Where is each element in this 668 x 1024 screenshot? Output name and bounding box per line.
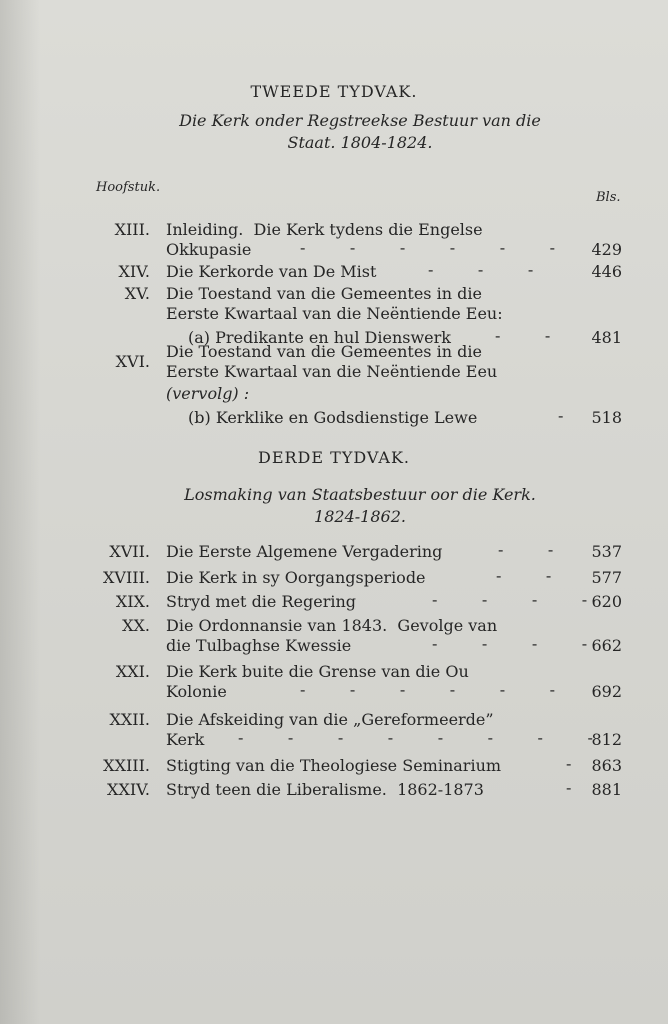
chapter-title: Kolonie — [166, 682, 227, 701]
chapter-number: XVII. — [109, 542, 150, 561]
chapter-title: Die Toestand van die Gemeentes in die — [166, 284, 482, 303]
chapter-title: Stryd teen die Liberalisme. 1862-1873 — [166, 780, 484, 799]
chapter-subtitle: (a) Predikante en hul Dienswerk — [188, 328, 451, 347]
chapter-number: XVIII. — [103, 568, 150, 587]
leader-dashes: - - - - — [432, 590, 590, 609]
leader-dashes: - - — [498, 540, 556, 559]
leader-dashes: - — [566, 754, 574, 773]
chapter-title: die Tulbaghse Kwessie — [166, 636, 352, 655]
page-number: 481 — [591, 328, 622, 347]
chapter-title: Die Kerk buite die Grense van die Ou — [166, 662, 469, 681]
page-number: 620 — [591, 592, 622, 611]
chapter-number: XIX. — [115, 592, 150, 611]
chapter-title: Stigting van die Theologiese Seminarium — [166, 756, 502, 775]
page-number: 446 — [591, 262, 622, 281]
column-header-page: Bls. — [596, 190, 621, 205]
chapter-title: Die Ordonnansie van 1843. Gevolge van — [166, 616, 498, 635]
page-number: 662 — [591, 636, 622, 655]
page-number: 518 — [591, 408, 622, 427]
leader-dashes: - - — [496, 566, 554, 585]
leader-dashes: - — [558, 406, 566, 425]
chapter-title-continued: (vervolg) : — [166, 384, 250, 403]
chapter-title: Die Eerste Algemene Vergadering — [166, 542, 443, 561]
chapter-number: XXII. — [109, 710, 150, 729]
chapter-number: XX. — [122, 616, 150, 635]
page-number: 812 — [591, 730, 622, 749]
chapter-number: XV. — [124, 284, 150, 303]
leader-dashes: - - — [495, 326, 553, 345]
leader-dashes: - - - - - - — [300, 680, 558, 699]
section1-title: TWEEDE TYDVAK. — [250, 82, 418, 101]
leader-dashes: - - - - - - — [300, 238, 558, 257]
chapter-number: XXI. — [115, 662, 150, 681]
page-number: 881 — [591, 780, 622, 799]
chapter-number: XIII. — [114, 220, 150, 239]
chapter-title: Stryd met die Regering — [166, 592, 357, 611]
page-number: 537 — [591, 542, 622, 561]
page-number: 577 — [591, 568, 622, 587]
chapter-number: XVI. — [115, 352, 150, 371]
chapter-title: Die Afskeiding van die „Gereformeerde” — [166, 710, 494, 729]
chapter-title: Die Toestand van die Gemeentes in die — [166, 342, 482, 361]
section2-title: DERDE TYDVAK. — [258, 448, 410, 467]
column-header-chapter: Hoofstuk. — [96, 180, 161, 195]
section1-subtitle-line2: Staat. 1804-1824. — [287, 133, 433, 152]
chapter-title: Die Kerkorde van De Mist — [166, 262, 377, 281]
page-number: 692 — [591, 682, 622, 701]
leader-dashes: - - - - — [432, 634, 590, 653]
chapter-number: XIV. — [118, 262, 150, 281]
section1-subtitle-line1: Die Kerk onder Regstreekse Bestuur van die — [179, 111, 541, 130]
chapter-title: Eerste Kwartaal van die Neëntiende Eeu: — [166, 304, 503, 323]
chapter-subtitle: (b) Kerklike en Godsdienstige Lewe — [188, 408, 478, 427]
leader-dashes: - — [566, 778, 574, 797]
chapter-title: Kerk — [166, 730, 205, 749]
page-number: 429 — [591, 240, 622, 259]
chapter-title: Die Kerk in sy Oorgangsperiode — [166, 568, 426, 587]
page-shadow — [0, 0, 40, 1024]
chapter-number: XXIII. — [103, 756, 150, 775]
chapter-title: Inleiding. Die Kerk tydens die Engelse — [166, 220, 483, 239]
page-number: 863 — [591, 756, 622, 775]
chapter-number: XXIV. — [107, 780, 150, 799]
section2-subtitle-line2: 1824-1862. — [314, 507, 406, 526]
chapter-title: Okkupasie — [166, 240, 252, 259]
chapter-title: Eerste Kwartaal van die Neëntiende Eeu — [166, 362, 498, 381]
leader-dashes: - - - - - - - - — [238, 728, 595, 747]
section2-subtitle-line1: Losmaking van Staatsbestuur oor die Kerk. — [184, 485, 536, 504]
leader-dashes: - - - — [428, 260, 536, 279]
